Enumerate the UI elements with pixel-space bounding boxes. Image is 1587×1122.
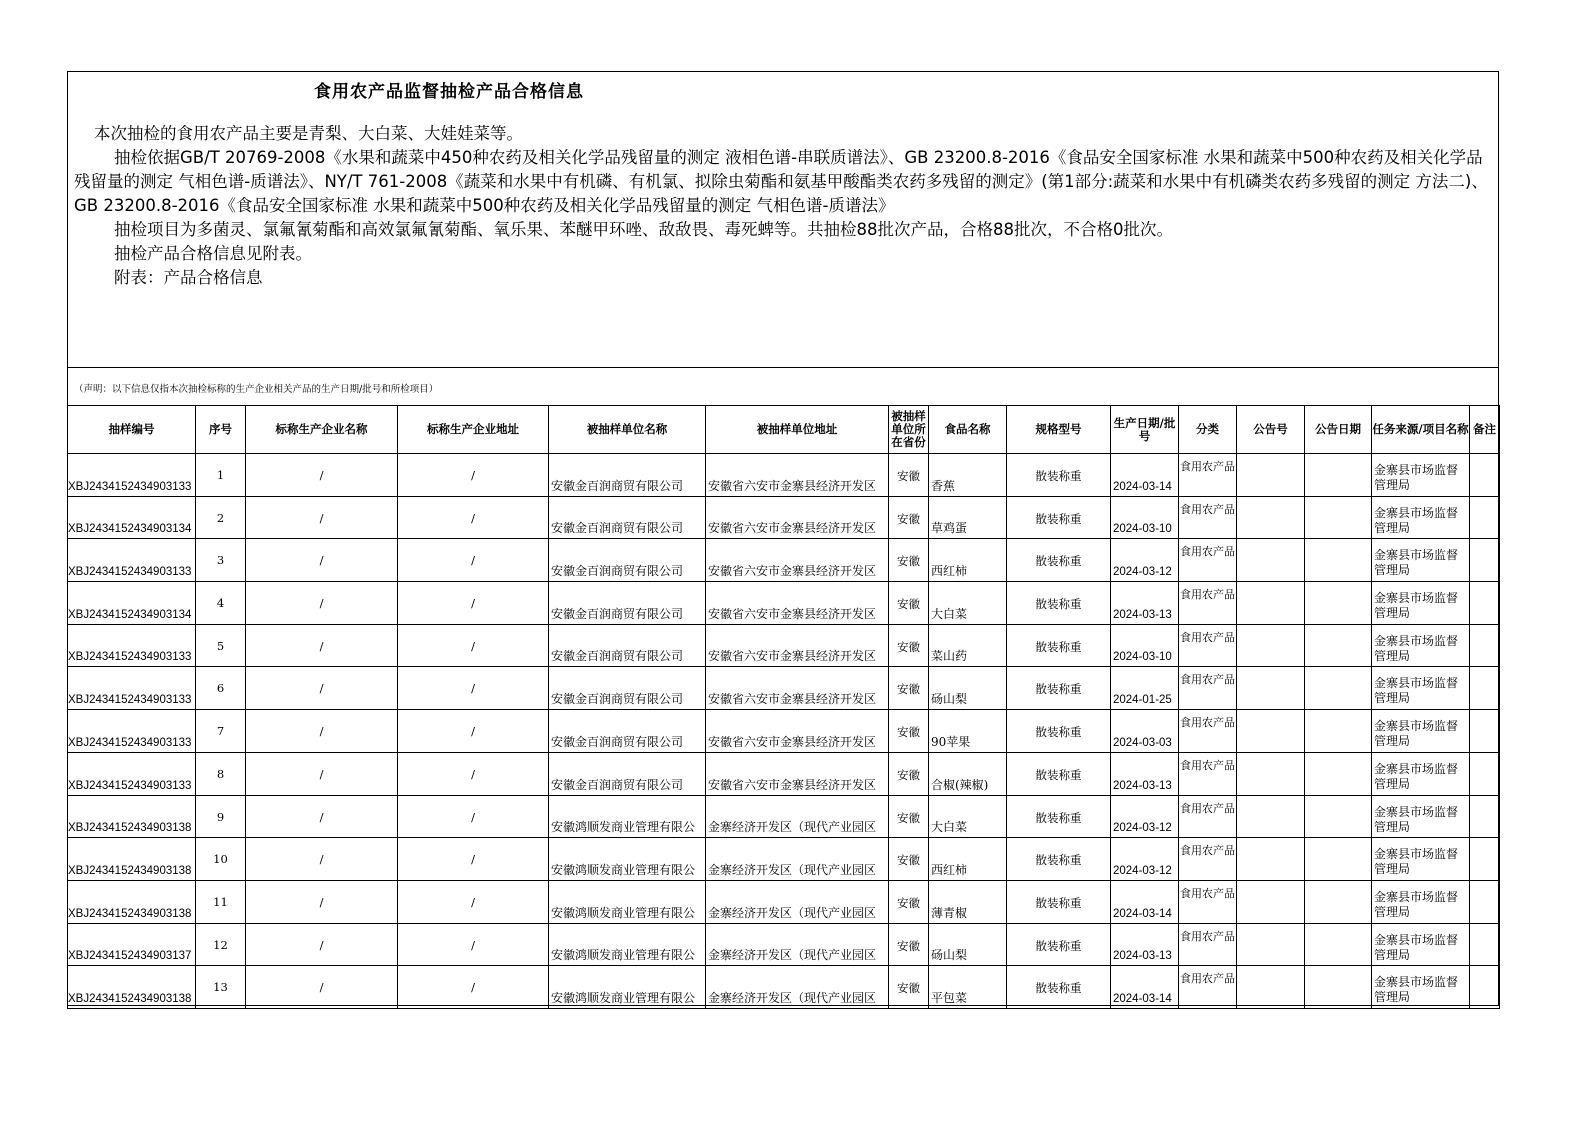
header-cell: 抽样编号 (68, 406, 196, 454)
notice-date-cell (1305, 838, 1372, 881)
manufacturer-address-cell: / (398, 795, 549, 838)
table-row (68, 454, 1500, 497)
specification-cell: 散装称重 (1007, 880, 1111, 923)
remark-cell (1470, 710, 1500, 753)
food-name-cell: 平包菜 (929, 966, 1007, 1009)
task-source-cell: 金寨县市场监督管理局 (1372, 795, 1470, 838)
sample-code-cell: XBJ2434152434903138 (68, 966, 196, 1009)
food-name-cell: 砀山梨 (929, 923, 1007, 966)
food-name-cell: 西红柿 (929, 539, 1007, 582)
production-date-cell: 2024-03-10 (1111, 624, 1179, 667)
sample-code-cell: XBJ2434152434903133 (68, 667, 196, 710)
food-name-cell: 砀山梨 (929, 667, 1007, 710)
sampled-unit-name-cell: 安徽鸿顺发商业管理有限公 (549, 795, 706, 838)
manufacturer-address-cell: / (398, 539, 549, 582)
manufacturer-address-cell: / (398, 624, 549, 667)
table-row (68, 710, 1500, 753)
production-date-cell: 2024-03-12 (1111, 838, 1179, 881)
specification-cell: 散装称重 (1007, 710, 1111, 753)
header-cell: 被抽样单位所在省份 (889, 406, 929, 454)
task-source-cell: 金寨县市场监督管理局 (1372, 838, 1470, 881)
category-cell: 食用农产品 (1179, 880, 1237, 923)
notice-number-cell (1237, 539, 1305, 582)
category-cell: 食用农产品 (1179, 966, 1237, 1009)
sampled-unit-address-cell: 金寨经济开发区（现代产业园区 (706, 923, 889, 966)
sampled-unit-address-cell: 安徽省六安市金寨县经济开发区 (706, 667, 889, 710)
serial-number-cell: 4 (196, 582, 246, 625)
table-row (68, 795, 1500, 838)
food-name-cell: 香蕉 (929, 454, 1007, 497)
table-row (68, 923, 1500, 966)
serial-number-cell: 3 (196, 539, 246, 582)
notice-date-cell (1305, 710, 1372, 753)
sampled-unit-name-cell: 安徽金百润商贸有限公司 (549, 539, 706, 582)
header-cell: 标称生产企业地址 (398, 406, 549, 454)
notice-number-cell (1237, 710, 1305, 753)
sampled-unit-name-cell: 安徽金百润商贸有限公司 (549, 582, 706, 625)
production-date-cell: 2024-03-12 (1111, 795, 1179, 838)
sample-code-cell: XBJ2434152434903134 (68, 582, 196, 625)
category-cell: 食用农产品 (1179, 838, 1237, 881)
manufacturer-name-cell: / (246, 752, 398, 795)
serial-number-cell: 1 (196, 454, 246, 497)
specification-cell: 散装称重 (1007, 838, 1111, 881)
production-date-cell: 2024-03-14 (1111, 966, 1179, 1009)
sampled-unit-address-cell: 安徽省六安市金寨县经济开发区 (706, 582, 889, 625)
province-cell: 安徽 (889, 795, 929, 838)
manufacturer-name-cell: / (246, 454, 398, 497)
remark-cell (1470, 966, 1500, 1009)
serial-number-cell: 5 (196, 624, 246, 667)
category-cell: 食用农产品 (1179, 539, 1237, 582)
manufacturer-address-cell: / (398, 923, 549, 966)
notice-number-cell (1237, 923, 1305, 966)
specification-cell: 散装称重 (1007, 582, 1111, 625)
sampled-unit-name-cell: 安徽金百润商贸有限公司 (549, 454, 706, 497)
task-source-cell: 金寨县市场监督管理局 (1372, 539, 1470, 582)
manufacturer-address-cell: / (398, 880, 549, 923)
manufacturer-address-cell: / (398, 752, 549, 795)
serial-number-cell: 10 (196, 838, 246, 881)
page-title: 食用农产品监督抽检产品合格信息 (314, 82, 584, 102)
remark-cell (1470, 923, 1500, 966)
specification-cell: 散装称重 (1007, 795, 1111, 838)
sampled-unit-address-cell: 安徽省六安市金寨县经济开发区 (706, 454, 889, 497)
manufacturer-name-cell: / (246, 539, 398, 582)
task-source-cell: 金寨县市场监督管理局 (1372, 752, 1470, 795)
sampled-unit-name-cell: 安徽鸿顺发商业管理有限公 (549, 838, 706, 881)
manufacturer-address-cell: / (398, 454, 549, 497)
results-table (67, 405, 1500, 1009)
food-name-cell: 草鸡蛋 (929, 496, 1007, 539)
notice-number-cell (1237, 454, 1305, 497)
serial-number-cell: 2 (196, 496, 246, 539)
category-cell: 食用农产品 (1179, 795, 1237, 838)
header-cell: 公告号 (1237, 406, 1305, 454)
production-date-cell: 2024-03-12 (1111, 539, 1179, 582)
sampled-unit-address-cell: 金寨经济开发区（现代产业园区 (706, 838, 889, 881)
intro-paragraph: 附表：产品合格信息 (114, 268, 263, 287)
remark-cell (1470, 667, 1500, 710)
sample-code-cell: XBJ2434152434903138 (68, 838, 196, 881)
notice-date-cell (1305, 624, 1372, 667)
header-cell: 规格型号 (1007, 406, 1111, 454)
province-cell: 安徽 (889, 710, 929, 753)
header-cell: 序号 (196, 406, 246, 454)
serial-number-cell: 12 (196, 923, 246, 966)
table-row (68, 539, 1500, 582)
notice-number-cell (1237, 752, 1305, 795)
serial-number-cell: 9 (196, 795, 246, 838)
sampled-unit-address-cell: 金寨经济开发区（现代产业园区 (706, 880, 889, 923)
header-cell: 被抽样单位名称 (549, 406, 706, 454)
province-cell: 安徽 (889, 966, 929, 1009)
sampled-unit-address-cell: 安徽省六安市金寨县经济开发区 (706, 624, 889, 667)
table-row (68, 966, 1500, 1009)
manufacturer-name-cell: / (246, 795, 398, 838)
sampled-unit-address-cell: 安徽省六安市金寨县经济开发区 (706, 710, 889, 753)
sample-code-cell: XBJ2434152434903133 (68, 710, 196, 753)
notice-date-cell (1305, 795, 1372, 838)
manufacturer-name-cell: / (246, 667, 398, 710)
province-cell: 安徽 (889, 752, 929, 795)
specification-cell: 散装称重 (1007, 966, 1111, 1009)
province-cell: 安徽 (889, 624, 929, 667)
remark-cell (1470, 582, 1500, 625)
header-cell: 食品名称 (929, 406, 1007, 454)
notice-date-cell (1305, 923, 1372, 966)
task-source-cell: 金寨县市场监督管理局 (1372, 880, 1470, 923)
province-cell: 安徽 (889, 667, 929, 710)
production-date-cell: 2024-03-13 (1111, 923, 1179, 966)
sample-code-cell: XBJ2434152434903133 (68, 624, 196, 667)
production-date-cell: 2024-03-10 (1111, 496, 1179, 539)
notice-number-cell (1237, 795, 1305, 838)
task-source-cell: 金寨县市场监督管理局 (1372, 454, 1470, 497)
production-date-cell: 2024-03-03 (1111, 710, 1179, 753)
intro-paragraph: 抽检项目为多菌灵、氯氟氰菊酯和高效氯氟氰菊酯、氧乐果、苯醚甲环唑、敌敌畏、毒死蜱等。共抽检88批次产品，合格88批次，不合格0批次。 (114, 220, 1173, 239)
notice-number-cell (1237, 582, 1305, 625)
notice-date-cell (1305, 539, 1372, 582)
province-cell: 安徽 (889, 496, 929, 539)
sampled-unit-name-cell: 安徽金百润商贸有限公司 (549, 710, 706, 753)
remark-cell (1470, 838, 1500, 881)
category-cell: 食用农产品 (1179, 496, 1237, 539)
food-name-cell: 大白菜 (929, 582, 1007, 625)
manufacturer-name-cell: / (246, 838, 398, 881)
intro-paragraph: 抽检产品合格信息见附表。 (114, 244, 312, 263)
header-cell: 被抽样单位地址 (706, 406, 889, 454)
notice-number-cell (1237, 838, 1305, 881)
category-cell: 食用农产品 (1179, 710, 1237, 753)
sample-code-cell: XBJ2434152434903133 (68, 539, 196, 582)
sample-code-cell: XBJ2434152434903137 (68, 923, 196, 966)
province-cell: 安徽 (889, 923, 929, 966)
remark-cell (1470, 752, 1500, 795)
sampled-unit-name-cell: 安徽鸿顺发商业管理有限公 (549, 923, 706, 966)
category-cell: 食用农产品 (1179, 923, 1237, 966)
header-cell: 备注 (1470, 406, 1500, 454)
table-row (68, 880, 1500, 923)
manufacturer-name-cell: / (246, 923, 398, 966)
sample-code-cell: XBJ2434152434903138 (68, 795, 196, 838)
notice-date-cell (1305, 880, 1372, 923)
task-source-cell: 金寨县市场监督管理局 (1372, 710, 1470, 753)
specification-cell: 散装称重 (1007, 454, 1111, 497)
food-name-cell: 合椒(辣椒) (929, 752, 1007, 795)
manufacturer-address-cell: / (398, 838, 549, 881)
food-name-cell: 90苹果 (929, 710, 1007, 753)
manufacturer-name-cell: / (246, 582, 398, 625)
serial-number-cell: 7 (196, 710, 246, 753)
production-date-cell: 2024-03-13 (1111, 752, 1179, 795)
manufacturer-name-cell: / (246, 710, 398, 753)
manufacturer-address-cell: / (398, 582, 549, 625)
sample-code-cell: XBJ2434152434903138 (68, 880, 196, 923)
header-cell: 公告日期 (1305, 406, 1372, 454)
category-cell: 食用农产品 (1179, 752, 1237, 795)
notice-date-cell (1305, 667, 1372, 710)
specification-cell: 散装称重 (1007, 496, 1111, 539)
header-cell: 生产日期/批号 (1111, 406, 1179, 454)
province-cell: 安徽 (889, 454, 929, 497)
sampled-unit-name-cell: 安徽金百润商贸有限公司 (549, 624, 706, 667)
notice-date-cell (1305, 582, 1372, 625)
sampled-unit-name-cell: 安徽鸿顺发商业管理有限公 (549, 966, 706, 1009)
header-cell: 分类 (1179, 406, 1237, 454)
table-header-row (68, 406, 1500, 454)
sample-code-cell: XBJ2434152434903133 (68, 454, 196, 497)
manufacturer-name-cell: / (246, 496, 398, 539)
task-source-cell: 金寨县市场监督管理局 (1372, 667, 1470, 710)
notice-number-cell (1237, 624, 1305, 667)
table-row (68, 496, 1500, 539)
food-name-cell: 西红柿 (929, 838, 1007, 881)
food-name-cell: 薄青椒 (929, 880, 1007, 923)
sampled-unit-name-cell: 安徽金百润商贸有限公司 (549, 496, 706, 539)
manufacturer-name-cell: / (246, 966, 398, 1009)
notice-date-cell (1305, 966, 1372, 1009)
remark-cell (1470, 880, 1500, 923)
remark-cell (1470, 795, 1500, 838)
serial-number-cell: 11 (196, 880, 246, 923)
task-source-cell: 金寨县市场监督管理局 (1372, 624, 1470, 667)
remark-cell (1470, 539, 1500, 582)
food-name-cell: 菜山药 (929, 624, 1007, 667)
food-name-cell: 大白菜 (929, 795, 1007, 838)
category-cell: 食用农产品 (1179, 624, 1237, 667)
sampled-unit-address-cell: 安徽省六安市金寨县经济开发区 (706, 752, 889, 795)
header-cell: 标称生产企业名称 (246, 406, 398, 454)
serial-number-cell: 8 (196, 752, 246, 795)
specification-cell: 散装称重 (1007, 539, 1111, 582)
production-date-cell: 2024-03-14 (1111, 880, 1179, 923)
production-date-cell: 2024-01-25 (1111, 667, 1179, 710)
notice-date-cell (1305, 752, 1372, 795)
manufacturer-address-cell: / (398, 966, 549, 1009)
notice-number-cell (1237, 667, 1305, 710)
specification-cell: 散装称重 (1007, 923, 1111, 966)
sampled-unit-address-cell: 金寨经济开发区（现代产业园区 (706, 795, 889, 838)
divider (68, 367, 1498, 368)
province-cell: 安徽 (889, 880, 929, 923)
manufacturer-name-cell: / (246, 624, 398, 667)
task-source-cell: 金寨县市场监督管理局 (1372, 923, 1470, 966)
category-cell: 食用农产品 (1179, 667, 1237, 710)
province-cell: 安徽 (889, 539, 929, 582)
sampled-unit-name-cell: 安徽鸿顺发商业管理有限公 (549, 880, 706, 923)
intro-paragraph: 本次抽检的食用农产品主要是青梨、大白菜、大娃娃菜等。 (94, 124, 523, 143)
production-date-cell: 2024-03-13 (1111, 582, 1179, 625)
intro-paragraph: 抽检依据GB/T 20769-2008《水果和蔬菜中450种农药及相关化学品残留量的测定 液相色谱-串联质谱法》、GB 23200.8-2016《食品安全国家标准 水果和蔬菜中500种农药及相关化学品残留量的测定 气相色谱-质谱法》、NY/T 761-2008《蔬菜和水果中有机磷、有机氯、拟除虫菊酯和氨基甲酸酯类农药多残留的测定》(第1部分:蔬菜和水果中有机磷类农药多残留的测定 方法二)、GB 23200.8-2016《食品安全国家标准 水果和蔬菜中500种农药及相关化学品残留量的测定 气相色谱-质谱法》 (74, 148, 1488, 215)
disclaimer-note: （声明：以下信息仅指本次抽检标称的生产企业相关产品的生产日期/批号和所检项目） (74, 384, 439, 395)
remark-cell (1470, 496, 1500, 539)
header-cell: 任务来源/项目名称 (1372, 406, 1470, 454)
table-row (68, 667, 1500, 710)
sampled-unit-address-cell: 安徽省六安市金寨县经济开发区 (706, 539, 889, 582)
table-row (68, 624, 1500, 667)
manufacturer-address-cell: / (398, 667, 549, 710)
sampled-unit-name-cell: 安徽金百润商贸有限公司 (549, 752, 706, 795)
specification-cell: 散装称重 (1007, 667, 1111, 710)
remark-cell (1470, 624, 1500, 667)
category-cell: 食用农产品 (1179, 454, 1237, 497)
notice-date-cell (1305, 496, 1372, 539)
province-cell: 安徽 (889, 838, 929, 881)
manufacturer-name-cell: / (246, 880, 398, 923)
task-source-cell: 金寨县市场监督管理局 (1372, 582, 1470, 625)
specification-cell: 散装称重 (1007, 624, 1111, 667)
sample-code-cell: XBJ2434152434903134 (68, 496, 196, 539)
notice-date-cell (1305, 454, 1372, 497)
notice-number-cell (1237, 880, 1305, 923)
serial-number-cell: 13 (196, 966, 246, 1009)
production-date-cell: 2024-03-14 (1111, 454, 1179, 497)
notice-number-cell (1237, 966, 1305, 1009)
document-frame (67, 71, 1499, 1006)
task-source-cell: 金寨县市场监督管理局 (1372, 966, 1470, 1009)
task-source-cell: 金寨县市场监督管理局 (1372, 496, 1470, 539)
intro-text (74, 122, 1490, 290)
table-row (68, 838, 1500, 881)
table-row (68, 582, 1500, 625)
province-cell: 安徽 (889, 582, 929, 625)
sampled-unit-address-cell: 安徽省六安市金寨县经济开发区 (706, 496, 889, 539)
manufacturer-address-cell: / (398, 496, 549, 539)
category-cell: 食用农产品 (1179, 582, 1237, 625)
table-row (68, 752, 1500, 795)
sample-code-cell: XBJ2434152434903133 (68, 752, 196, 795)
manufacturer-address-cell: / (398, 710, 549, 753)
notice-number-cell (1237, 496, 1305, 539)
sampled-unit-address-cell: 金寨经济开发区（现代产业园区 (706, 966, 889, 1009)
sampled-unit-name-cell: 安徽金百润商贸有限公司 (549, 667, 706, 710)
specification-cell: 散装称重 (1007, 752, 1111, 795)
remark-cell (1470, 454, 1500, 497)
serial-number-cell: 6 (196, 667, 246, 710)
